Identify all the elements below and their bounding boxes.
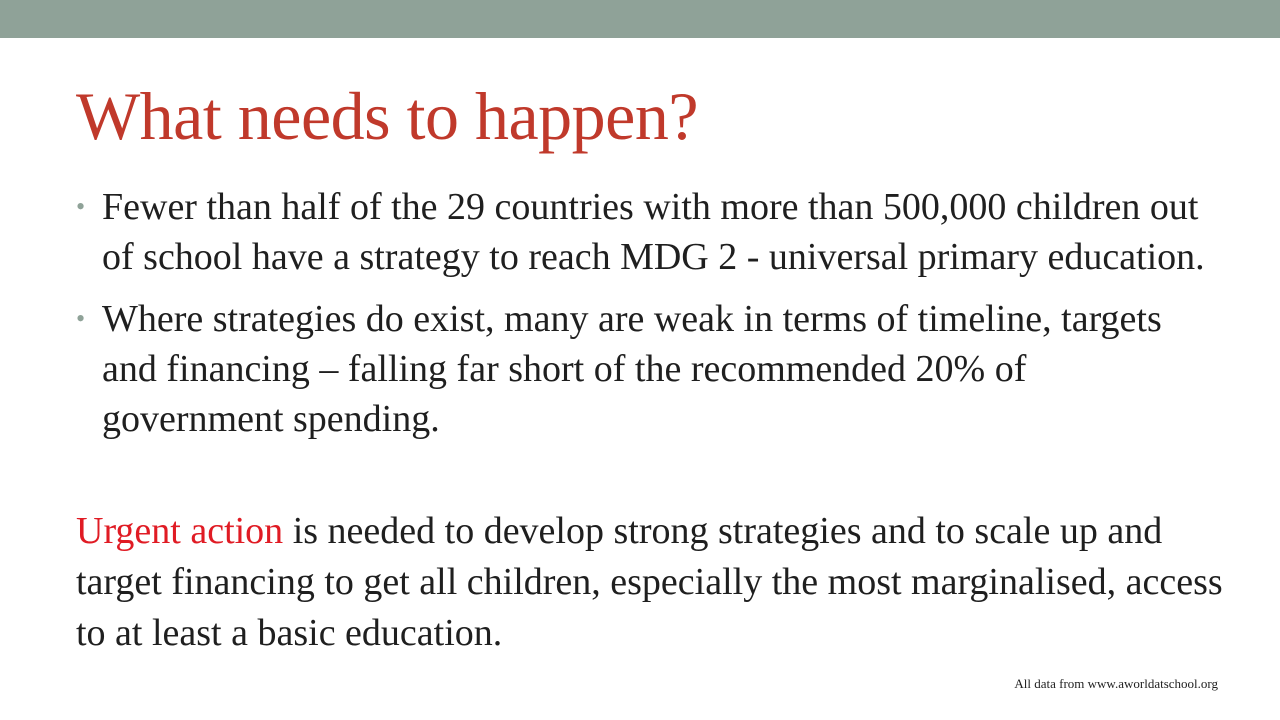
bullet-item <box>76 294 1216 444</box>
bullet-text: Where strategies do exist, many are weak in terms of timeline, targets and financing – falling far short of the recommended 20% of government spending. <box>102 298 1162 440</box>
slide-top-bar <box>0 0 1280 38</box>
urgent-action-highlight: Urgent action <box>76 510 284 552</box>
source-note: All data from www.aworldatschool.org <box>1014 676 1218 691</box>
bullet-icon: • <box>76 304 86 333</box>
closing-statement <box>76 506 1226 659</box>
bullet-item <box>76 182 1216 282</box>
bullet-list <box>76 182 1216 456</box>
bullet-icon: • <box>76 192 86 221</box>
slide-title: What needs to happen? <box>76 78 699 154</box>
closing-text: is needed to develop strong strategies and to scale up and target financing to get all children, especially the most marginalised, access to at least a basic education. <box>76 510 1223 654</box>
bullet-text: Fewer than half of the 29 countries with more than 500,000 children out of school have a strategy to reach MDG 2 - universal primary education. <box>102 186 1205 278</box>
